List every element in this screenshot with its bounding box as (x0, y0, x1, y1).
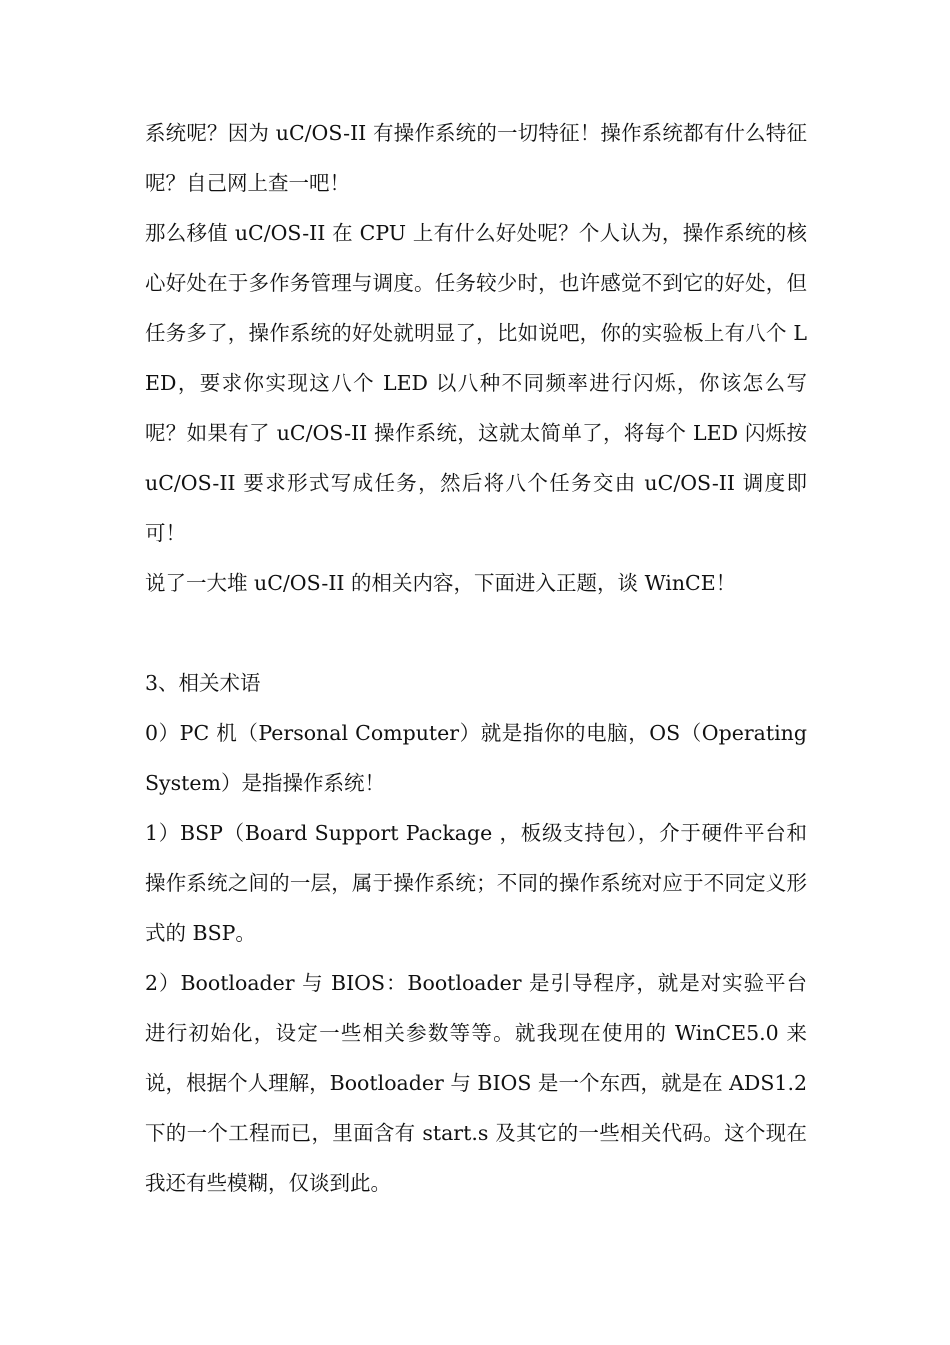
term-pc-os: 0）PC 机（Personal Computer）就是指你的电脑，OS（Operating System）是指操作系统！ (145, 721, 807, 795)
section-heading-terms: 3、相关术语 (145, 671, 261, 695)
term-bootloader-bios: 2）Bootloader 与 BIOS：Bootloader 是引导程序，就是对实验平台进行初始化，设定一些相关参数等等。就我现在使用的 WinCE5.0 来说，根据个人理解，Bootloader 与 BIOS 是一个东西，就是在 ADS1.2 下的一个工程而已，里面含有 start.s 及其它的一些相关代码。这个现在我还有些模糊，仅谈到此。 (145, 971, 807, 1195)
blank-line (145, 608, 807, 658)
paragraph-porting-benefits: 那么移值 uC/OS-II 在 CPU 上有什么好处呢？个人认为，操作系统的核心好处在于多作务管理与调度。任务较少时，也许感觉不到它的好处，但任务多了，操作系统的好处就明显了，比如说吧，你的实验板上有八个 LED，要求你实现这八个 LED 以八种不同频率进行闪烁，你该怎么写呢？如果有了 uC/OS-II 操作系统，这就太简单了，将每个 LED 闪烁按 uC/OS-II 要求形式写成任务，然后将八个任务交由 uC/OS-II 调度即可！ (145, 221, 807, 545)
paragraph-transition-wince: 说了一大堆 uC/OS-II 的相关内容，下面进入正题，谈 WinCE！ (145, 571, 737, 595)
document-page (145, 108, 807, 1208)
paragraph-os-features: 系统呢？因为 uC/OS-II 有操作系统的一切特征！操作系统都有什么特征呢？自己网上查一吧！ (145, 121, 807, 195)
term-bsp: 1）BSP（Board Support Package ，板级支持包），介于硬件平台和操作系统之间的一层，属于操作系统；不同的操作系统对应于不同定义形式的 BSP。 (145, 821, 807, 945)
